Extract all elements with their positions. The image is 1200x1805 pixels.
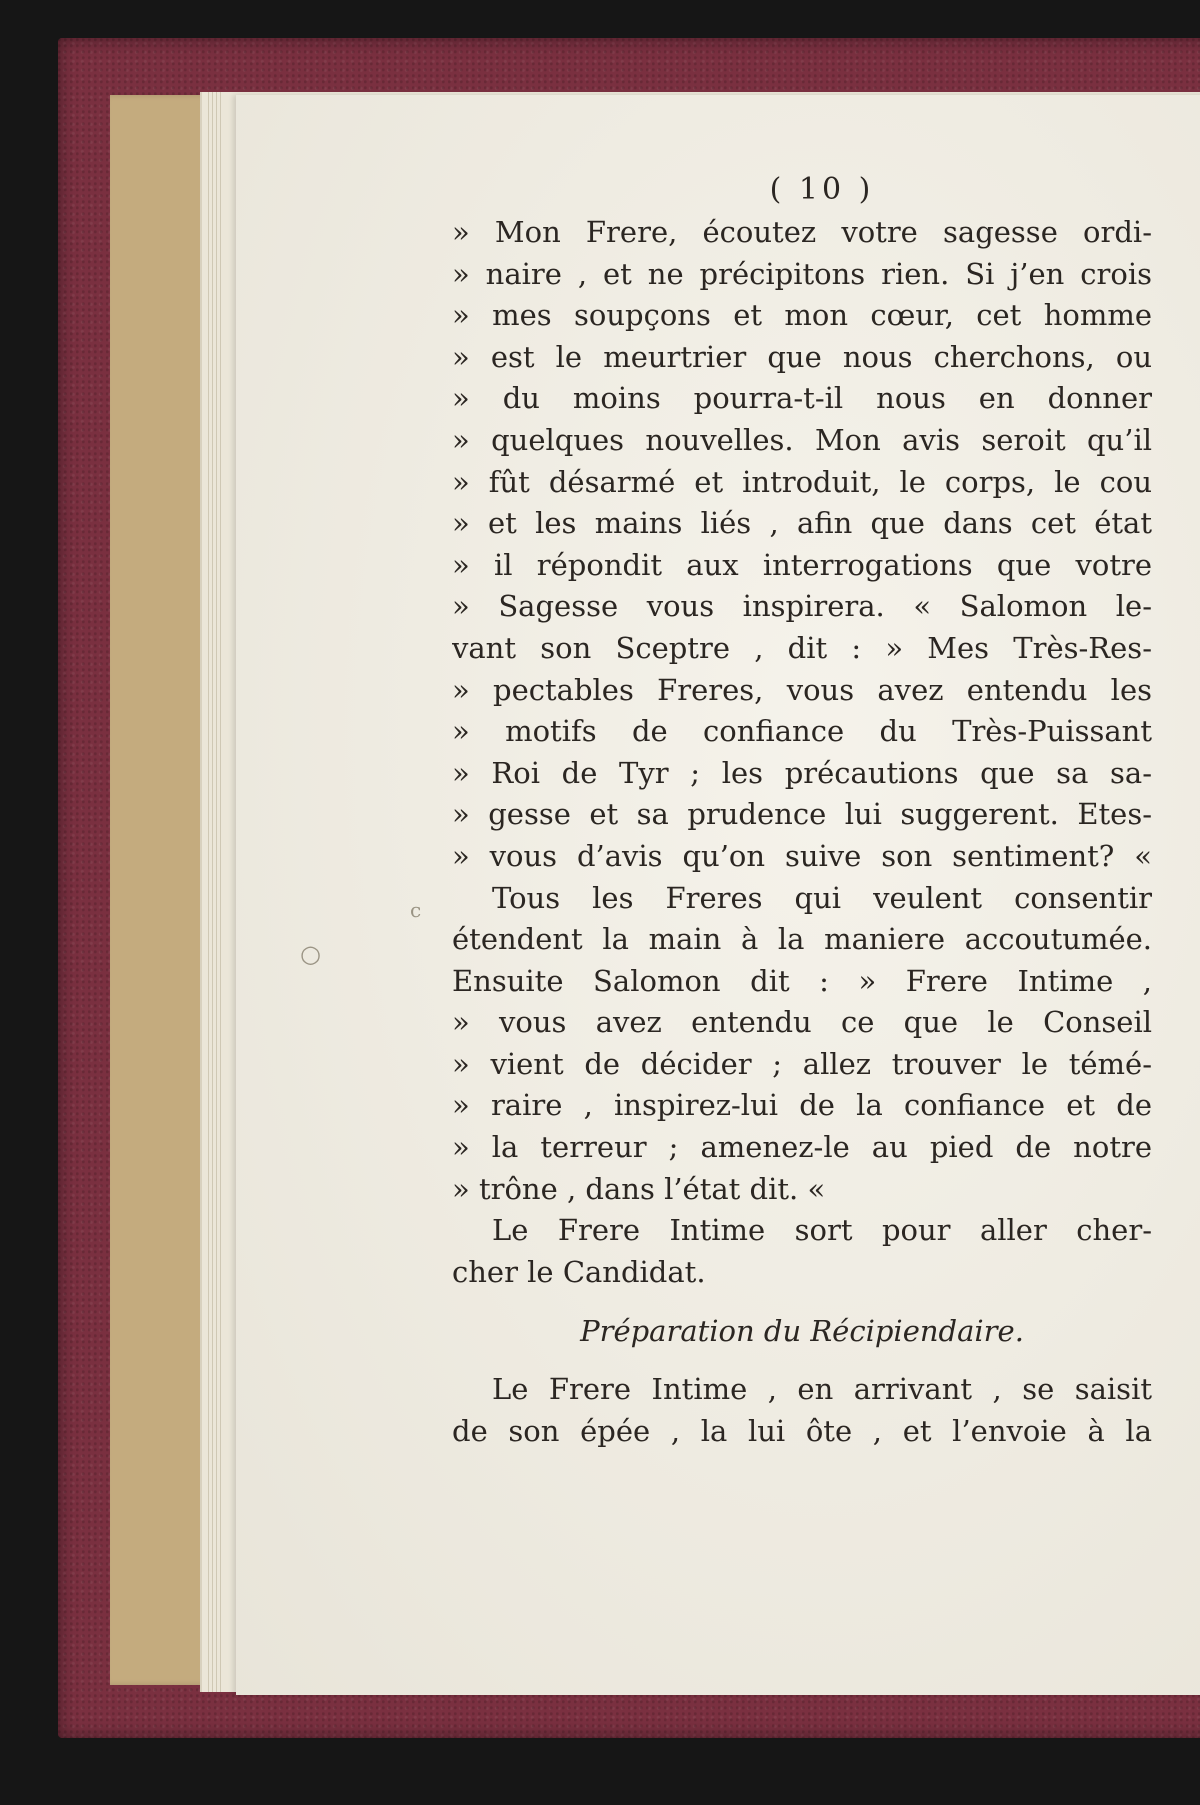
text-line: » la terreur ; amenez-le au pied de notre bbox=[452, 1130, 1152, 1165]
text-line: » pectables Freres, vous avez entendu les bbox=[452, 672, 1152, 707]
text-line: » du moins pourra-t-il nous en donner bbox=[452, 381, 1152, 416]
text-line: » Roi de Tyr ; les précautions que sa sa- bbox=[452, 755, 1152, 790]
page-text bbox=[452, 170, 1152, 1453]
text-line: de son épée , la lui ôte , et l’envoie à la bbox=[452, 1414, 1152, 1449]
text-line: » mes soupçons et mon cœur, cet homme bbox=[452, 298, 1152, 333]
text-line: » Mon Frere, écoutez votre sagesse ordi- bbox=[452, 215, 1152, 249]
text-line: cher le Candidat. bbox=[452, 1254, 706, 1289]
text-line: vant son Sceptre , dit : » Mes Très-Res- bbox=[452, 630, 1152, 665]
text-line: » et les mains liés , afin que dans cet état bbox=[452, 506, 1152, 541]
text-line: » gesse et sa prudence lui suggerent. Etes- bbox=[452, 797, 1152, 832]
text-line: Le Frere Intime sort pour aller cher- bbox=[492, 1213, 1152, 1248]
text-line: » trône , dans l’état dit. « bbox=[452, 1171, 826, 1206]
margin-circle-icon: ○ bbox=[300, 940, 321, 968]
text-line: » Sagesse vous inspirera. « Salomon le- bbox=[452, 589, 1152, 624]
text-line: » est le meurtrier que nous cherchons, ou bbox=[452, 339, 1152, 374]
text-line: » vient de décider ; allez trouver le témé- bbox=[452, 1046, 1152, 1081]
text-line: étendent la main à la maniere accoutumée. bbox=[452, 922, 1152, 957]
margin-mark: c bbox=[410, 898, 422, 922]
text-line: » motifs de confiance du Très-Puissant bbox=[452, 714, 1152, 749]
endpaper bbox=[110, 95, 210, 1685]
text-line: » naire , et ne précipitons rien. Si j’en crois bbox=[452, 256, 1152, 291]
section-heading: Préparation du Récipiendaire. bbox=[580, 1314, 1024, 1349]
text-line: Tous les Freres qui veulent consentir bbox=[492, 880, 1152, 915]
text-line: » quelques nouvelles. Mon avis seroit qu’il bbox=[452, 422, 1152, 457]
text-line: Ensuite Salomon dit : » Frere Intime , bbox=[452, 963, 1152, 998]
text-line: » raire , inspirez-lui de la confiance et de bbox=[452, 1088, 1152, 1123]
text-line: » il répondit aux interrogations que votre bbox=[452, 547, 1152, 582]
text-line: » vous d’avis qu’on suive son sentiment? « bbox=[452, 838, 1152, 873]
text-line: » fût désarmé et introduit, le corps, le cou bbox=[452, 464, 1152, 499]
text-line: » vous avez entendu ce que le Conseil bbox=[452, 1005, 1152, 1040]
text-line: Le Frere Intime , en arrivant , se saisit bbox=[492, 1372, 1152, 1407]
page-number: ( 10 ) bbox=[769, 172, 875, 207]
